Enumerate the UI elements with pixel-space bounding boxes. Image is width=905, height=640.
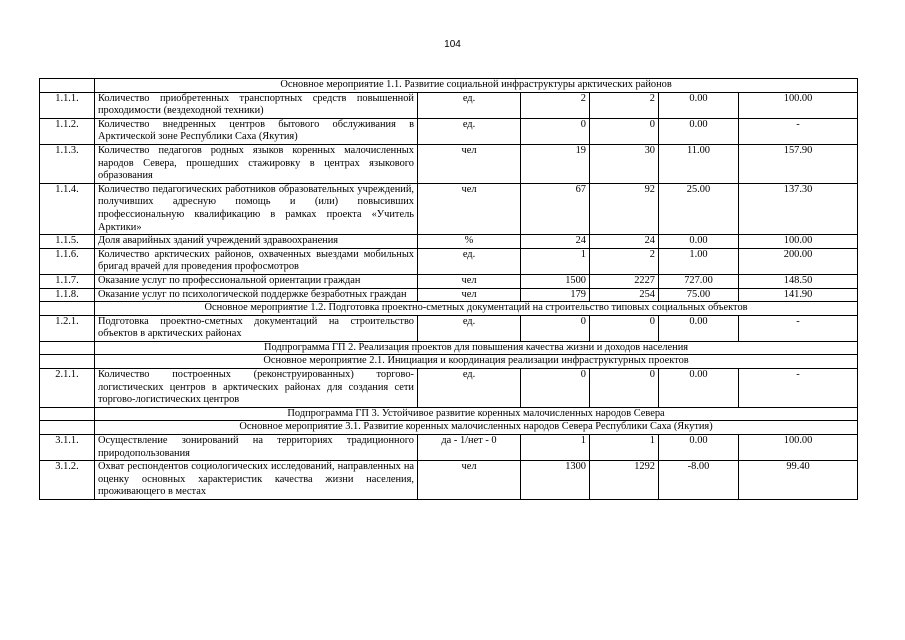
indicator-number: 1.1.7. [40,274,95,288]
planned-value: 1500 [521,274,590,288]
indicator-description: Количество приобретенных транспортных средств повышенной проходимости (вездеходной техники) [95,92,418,118]
section-header-row [40,407,858,421]
planned-value: 1300 [521,461,590,500]
table-row [40,235,858,249]
section-header-row [40,79,858,93]
table-row [40,118,858,144]
indicator-number: 1.1.3. [40,144,95,183]
section-header-row [40,302,858,316]
indicator-number: 1.1.6. [40,248,95,274]
indicator-number: 1.1.1. [40,92,95,118]
planned-value: 0 [521,315,590,341]
indicator-number: 2.1.1. [40,369,95,408]
actual-value: 0 [590,315,659,341]
unit-of-measure: чел [418,461,521,500]
table-row [40,461,858,500]
indicator-description: Осуществление зонирований на территориях традиционного природопользования [95,435,418,461]
section-title: Подпрограмма ГП 2. Реализация проектов для повышения качества жизни и доходов населения [95,341,858,355]
deviation-value: 0.00 [659,92,739,118]
actual-value: 0 [590,118,659,144]
indicator-description: Количество арктических районов, охваченных выездами мобильных бригад врачей для проведения профосмотров [95,248,418,274]
unit-of-measure: чел [418,183,521,234]
section-title: Основное мероприятие 3.1. Развитие коренных малочисленных народов Севера Республики Саха (Якутия) [95,421,858,435]
deviation-value: 25.00 [659,183,739,234]
completion-percent: 200.00 [739,248,858,274]
deviation-value: 0.00 [659,369,739,408]
table-row [40,315,858,341]
table-row [40,369,858,408]
planned-value: 0 [521,369,590,408]
completion-percent: - [739,118,858,144]
indicator-description: Количество педагогов родных языков коренных малочисленных народов Севера, прошедших стажировку в центрах языкового образования [95,144,418,183]
planned-value: 0 [521,118,590,144]
indicator-description: Количество построенных (реконструированных) торгово-логистических центров в арктических районах для создания сети торгово-логистических центров [95,369,418,408]
indicator-number: 3.1.2. [40,461,95,500]
unit-of-measure: ед. [418,369,521,408]
unit-of-measure: чел [418,144,521,183]
deviation-value: 727.00 [659,274,739,288]
section-header-row [40,421,858,435]
section-header-row [40,355,858,369]
indicator-description: Охват респондентов социологических исследований, направленных на оценку основных характеристик качества жизни населения, проживающего в местах [95,461,418,500]
indicator-number: 1.1.2. [40,118,95,144]
section-number-cell [40,341,95,355]
table-row [40,183,858,234]
unit-of-measure: ед. [418,118,521,144]
table-row [40,92,858,118]
indicator-description: Оказание услуг по психологической поддержке безработных граждан [95,288,418,302]
section-number-cell [40,421,95,435]
planned-value: 2 [521,92,590,118]
indicator-number: 3.1.1. [40,435,95,461]
indicators-table [39,78,858,500]
section-title: Основное мероприятие 2.1. Инициация и координация реализации инфраструктурных проектов [95,355,858,369]
completion-percent: 148.50 [739,274,858,288]
section-number-cell [40,79,95,93]
indicator-number: 1.2.1. [40,315,95,341]
planned-value: 24 [521,235,590,249]
indicator-description: Оказание услуг по профессиональной ориентации граждан [95,274,418,288]
actual-value: 2227 [590,274,659,288]
planned-value: 19 [521,144,590,183]
completion-percent: 99.40 [739,461,858,500]
indicator-number: 1.1.4. [40,183,95,234]
completion-percent: 157.90 [739,144,858,183]
actual-value: 1292 [590,461,659,500]
actual-value: 2 [590,92,659,118]
actual-value: 92 [590,183,659,234]
deviation-value: 0.00 [659,118,739,144]
deviation-value: 1.00 [659,248,739,274]
planned-value: 67 [521,183,590,234]
actual-value: 2 [590,248,659,274]
completion-percent: 137.30 [739,183,858,234]
actual-value: 1 [590,435,659,461]
planned-value: 179 [521,288,590,302]
indicator-description: Количество педагогических работников образовательных учреждений, получивших адресную помощь и (или) повысивших профессиональную квалификацию в рамках проекта «Учитель Арктики» [95,183,418,234]
table-row [40,144,858,183]
page-number: 104 [444,39,461,50]
completion-percent: - [739,315,858,341]
completion-percent: 100.00 [739,92,858,118]
section-number-cell [40,355,95,369]
section-header-row [40,341,858,355]
deviation-value: 0.00 [659,435,739,461]
completion-percent: 141.90 [739,288,858,302]
unit-of-measure: чел [418,288,521,302]
unit-of-measure: ед. [418,315,521,341]
unit-of-measure: ед. [418,92,521,118]
deviation-value: 0.00 [659,235,739,249]
indicator-number: 1.1.5. [40,235,95,249]
planned-value: 1 [521,435,590,461]
deviation-value: 0.00 [659,315,739,341]
unit-of-measure: % [418,235,521,249]
unit-of-measure: чел [418,274,521,288]
table-row [40,248,858,274]
section-title: Основное мероприятие 1.1. Развитие социальной инфраструктуры арктических районов [95,79,858,93]
indicator-description: Доля аварийных зданий учреждений здравоохранения [95,235,418,249]
unit-of-measure: да - 1/нет - 0 [418,435,521,461]
deviation-value: -8.00 [659,461,739,500]
deviation-value: 75.00 [659,288,739,302]
actual-value: 0 [590,369,659,408]
completion-percent: - [739,369,858,408]
completion-percent: 100.00 [739,435,858,461]
indicator-number: 1.1.8. [40,288,95,302]
table-row [40,288,858,302]
actual-value: 30 [590,144,659,183]
deviation-value: 11.00 [659,144,739,183]
table-row [40,274,858,288]
indicator-description: Подготовка проектно-сметных документаций на строительство объектов в арктических районах [95,315,418,341]
indicator-description: Количество внедренных центров бытового обслуживания в Арктической зоне Республики Саха (Якутия) [95,118,418,144]
planned-value: 1 [521,248,590,274]
completion-percent: 100.00 [739,235,858,249]
actual-value: 24 [590,235,659,249]
actual-value: 254 [590,288,659,302]
section-title: Подпрограмма ГП 3. Устойчивое развитие коренных малочисленных народов Севера [95,407,858,421]
section-number-cell [40,407,95,421]
table-row [40,435,858,461]
section-title: Основное мероприятие 1.2. Подготовка проектно-сметных документаций на строительство типовых социальных объектов [95,302,858,316]
unit-of-measure: ед. [418,248,521,274]
section-number-cell [40,302,95,316]
